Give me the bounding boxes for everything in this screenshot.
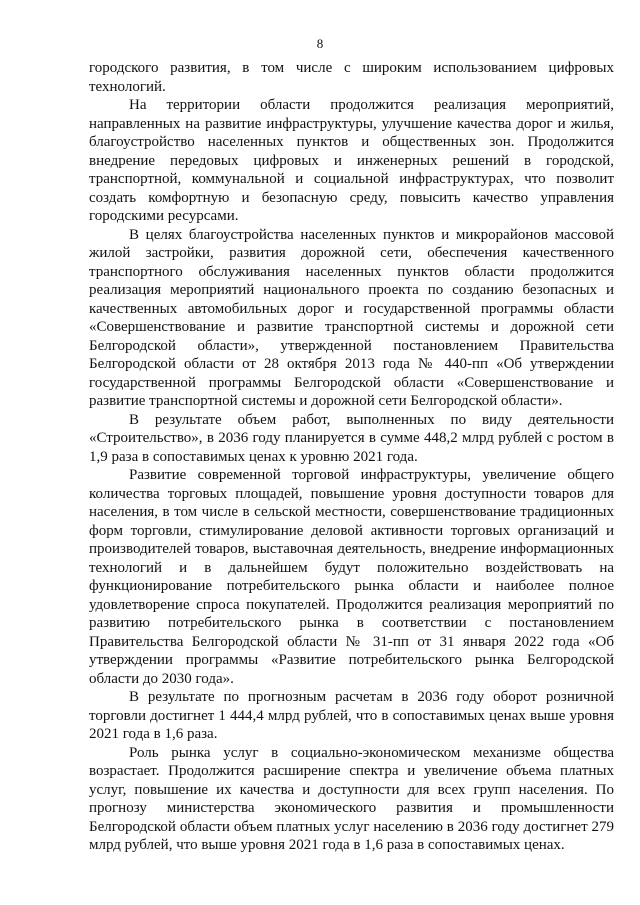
paragraph-construction-volume: В результате объем работ, выполненных по виду деятельности «Строительство», в 2036 году планируется в сумме 448,2 млрд рублей с ростом в 1,9 раза в сопоставимых ценах к уровню 2021 года.	[89, 411, 614, 465]
document-body	[89, 59, 614, 855]
paragraph-services-market: Роль рынка услуг в социально-экономическом механизме общества возрастает. Продолжится расширение спектра и увеличение объема платных услуг, повышение их качества и доступности для всех групп населения. По прогнозу министерства экономического развития и промышленности Белгородской области объем платных услуг населению в 2036 году достигнет 279 млрд рублей, что выше уровня 2021 года в 1,6 раза в сопоставимых ценах.	[89, 744, 614, 853]
paragraph-trade-infrastructure: Развитие современной торговой инфраструктуры, увеличение общего количества торговых площадей, повышение уровня доступности товаров для населения, в том числе в сельской местности, совершенствование традиционных форм торговли, стимулирование деловой активности торговых организаций и производителей товаров, выставочная деятельность, внедрение информационных технологий и в дальнейшем будут положительно воздействовать на функционирование потребительского рынка области и наиболее полное удовлетворение спроса покупателей. Продолжится реализация мероприятий по развитию потребительского рынка в соответствии с постановлением Правительства Белгородской области № 31-пп от 31 января 2022 года «Об утверждении программы «Развитие потребительского рынка Белгородской области до 2030 года».	[89, 467, 614, 687]
paragraph-continuation: городского развития, в том числе с широким использованием цифровых технологий.	[89, 60, 614, 95]
paragraph-infrastructure: На территории области продолжится реализация мероприятий, направленных на развитие инфраструктуры, улучшение качества дорог и жилья, благоустройство населенных пунктов и общественных зон. Продолжится внедрение передовых цифровых и инженерных решений в городской, транспортной, коммунальной и социальной инфраструктурах, что позволит создать комфортную и безопасную среду, повысить качество управления городскими ресурсами.	[89, 97, 614, 224]
page-number: 8	[316, 36, 324, 51]
paragraph-retail-turnover: В результате по прогнозным расчетам в 2036 году оборот розничной торговли достигнет 1 444,4 млрд рублей, что в сопоставимых ценах выше уровня 2021 года в 1,6 раза.	[89, 689, 614, 742]
paragraph-road-network: В целях благоустройства населенных пунктов и микрорайонов массовой жилой застройки, развития дорожной сети, обеспечения качественного транспортного обслуживания населенных пунктов области продолжится реализация мероприятий национального проекта по созданию безопасных и качественных автомобильных дорог и государственной программы области «Совершенствование и развитие транспортной системы и дорожной сети Белгородской области», утвержденной постановлением Правительства Белгородской области от 28 октября 2013 года № 440-пп «Об утверждении государственной программы Белгородской области «Совершенствование и развитие транспортной системы и дорожной сети Белгородской области».	[89, 226, 614, 409]
